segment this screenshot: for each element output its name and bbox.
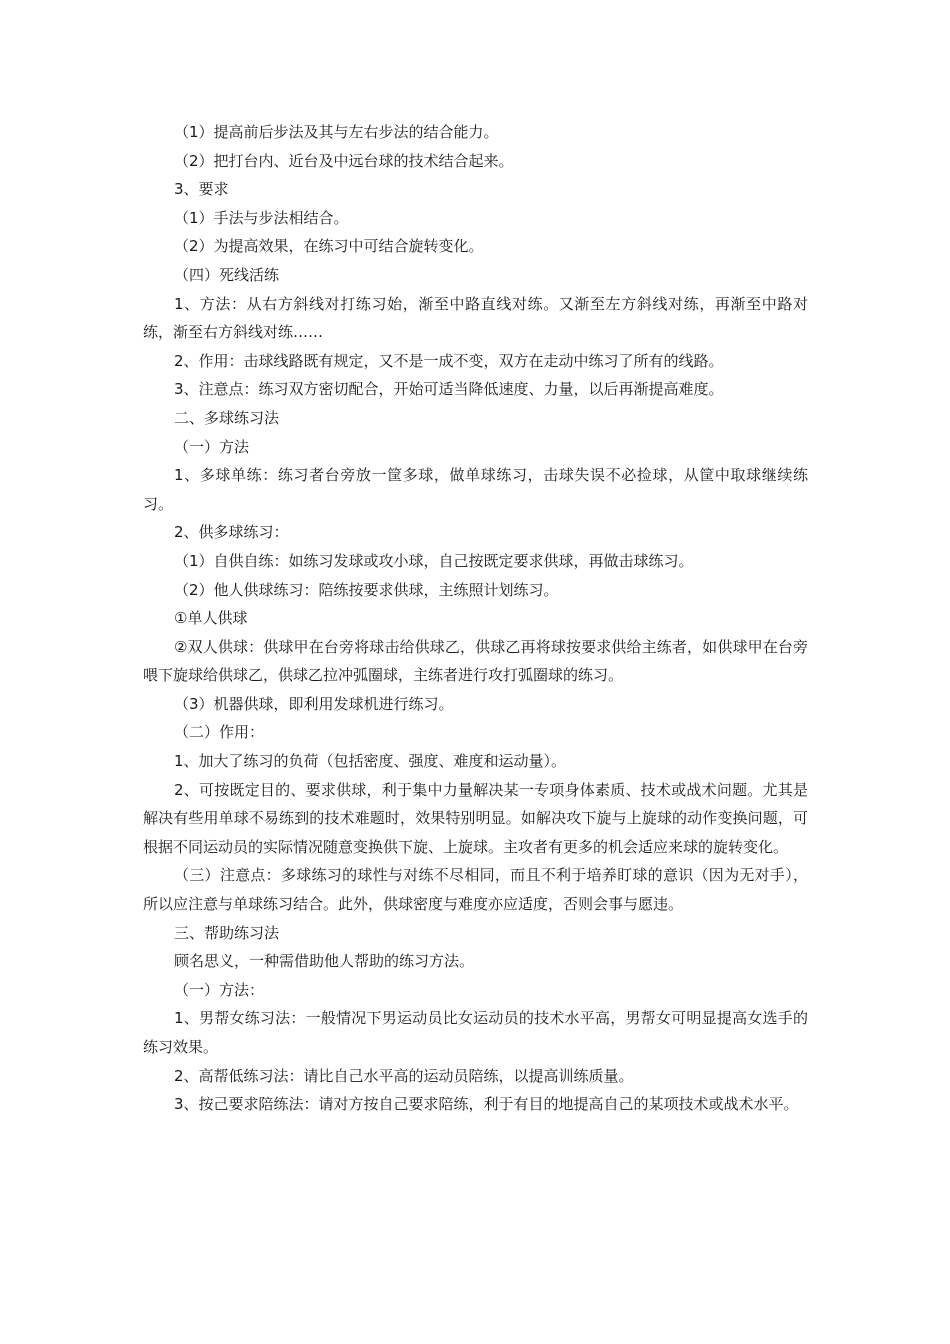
paragraph: ①单人供球 bbox=[174, 609, 248, 628]
paragraph: ②双人供球：供球甲在台旁将球击给供球乙，供球乙再将球按要求供给主练者，如供球甲在台旁喂下旋球给供球乙，供球乙拉冲弧圈球，主练者进行攻打弧圈球的练习。 bbox=[143, 637, 808, 685]
paragraph: 1、男帮女练习法：一般情况下男运动员比女运动员的技术水平高，男帮女可明显提高女选手的练习效果。 bbox=[143, 1009, 808, 1056]
paragraph: （2）把打台内、近台及中远台球的技术结合起来。 bbox=[174, 151, 514, 170]
paragraph: （3）机器供球，即利用发球机进行练习。 bbox=[174, 694, 454, 713]
paragraph: 3、注意点：练习双方密切配合，开始可适当降低速度、力量，以后再渐提高难度。 bbox=[174, 380, 724, 399]
paragraph: 3、按己要求陪练法：请对方按自己要求陪练，利于有目的地提高自己的某项技术或战术水平。 bbox=[174, 1095, 799, 1114]
paragraph: （1）提高前后步法及其与左右步法的结合能力。 bbox=[174, 123, 499, 141]
paragraph: 1、方法：从右方斜线对打练习始，渐至中路直线对练。又渐至左方斜线对练，再渐至中路对练，渐至右方斜线对练…… bbox=[143, 294, 808, 342]
paragraph: 1、多球单练：练习者台旁放一筐多球，做单球练习，击球失误不必捡球，从筐中取球继续练习。 bbox=[143, 466, 808, 513]
section-heading: （四）死线活练 bbox=[174, 265, 280, 284]
paragraph: （2）为提高效果，在练习中可结合旋转变化。 bbox=[174, 237, 484, 256]
paragraph: 顾名思义，一种需借助他人帮助的练习方法。 bbox=[174, 952, 475, 971]
paragraph: 2、作用：击球线路既有规定，又不是一成不变，双方在走动中练习了所有的线路。 bbox=[174, 351, 724, 370]
section-heading: （一）方法 bbox=[174, 437, 250, 456]
paragraph: （三）注意点：多球练习的球性与对练不尽相同，而且不利于培养盯球的意识（因为无对手），所以应注意与单球练习结合。此外，供球密度与难度亦应适度，否则会事与愿违。 bbox=[143, 866, 808, 914]
section-heading: 3、要求 bbox=[174, 180, 229, 199]
document-body bbox=[143, 118, 808, 1119]
paragraph: 1、加大了练习的负荷（包括密度、强度、难度和运动量）。 bbox=[174, 752, 567, 771]
section-heading: （二）作用： bbox=[174, 723, 265, 742]
section-heading: （一）方法： bbox=[174, 980, 265, 999]
paragraph: （2）他人供球练习：陪练按要求供球，主练照计划练习。 bbox=[174, 580, 559, 599]
paragraph: 2、高帮低练习法：请比自己水平高的运动员陪练，以提高训练质量。 bbox=[174, 1066, 634, 1085]
paragraph: 2、供多球练习： bbox=[174, 523, 289, 542]
paragraph: （1）自供自练：如练习发球或攻小球，自己按既定要求供球，再做击球练习。 bbox=[174, 551, 694, 570]
paragraph: （1）手法与步法相结合。 bbox=[174, 208, 349, 227]
section-heading: 二、多球练习法 bbox=[174, 408, 280, 427]
paragraph: 2、可按既定目的、要求供球，利于集中力量解决某一专项身体素质、技术或战术问题。尤其是解决有些用单球不易练到的技术难题时，效果特别明显。如解决攻下旋与上旋球的动作变换问题，可根据不同运动员的实际情况随意变换供下旋、上旋球。主攻者有更多的机会适应来球的旋转变化。 bbox=[143, 780, 808, 856]
section-heading: 三、帮助练习法 bbox=[174, 923, 280, 942]
